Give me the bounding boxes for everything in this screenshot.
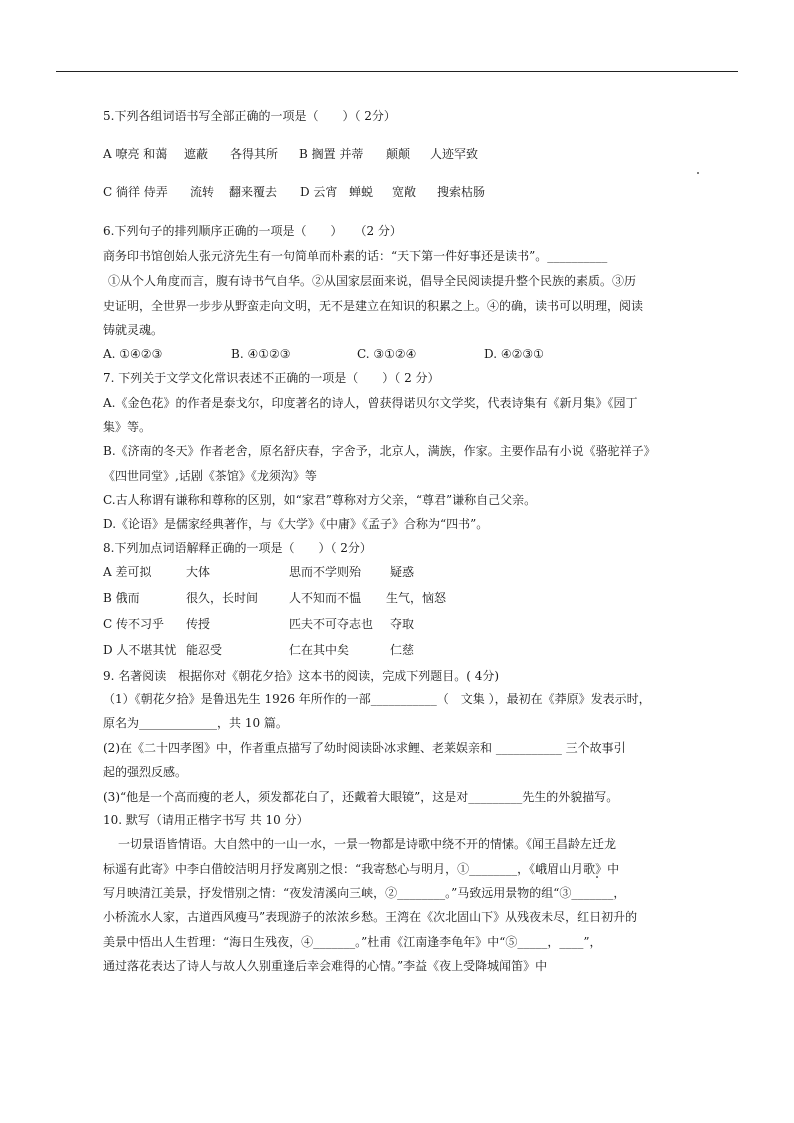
q8-c-meaning: 传授 [186, 617, 211, 631]
q5-option-a1: A 嘹亮 和蔼 [103, 147, 168, 161]
q8-b-gloss: 生气，恼怒 [386, 591, 447, 605]
q8-d-phrase: 仁在其中矣 [289, 643, 350, 657]
q10-line-6: 通过落花表达了诗人与故人久别重逢后幸会难得的心情。”李益《夜上受降城闻笛》中 [103, 959, 548, 973]
q5-option-c2: 流转 [190, 185, 215, 199]
q8-c-phrase: 匹夫不可夺志也 [289, 617, 374, 631]
q8-stem: 8.下列加点词语解释正确的一项是（ ）（ 2分） [103, 541, 372, 555]
q6-passage-line-1: ①从个人角度而言，腹有诗书气自华。②从国家层面来说，倡导全民阅读提升整个民族的素质。③历 [108, 274, 637, 288]
q7-option-c: C.古人称谓有谦称和尊称的区别，如“家君”尊称对方父亲，“尊君”谦称自己父亲。 [103, 493, 537, 507]
q6-stem: 6.下列句子的排列顺序正确的一项是（ ） （2 分） [103, 224, 402, 238]
scan-speck [697, 172, 699, 174]
q8-d-word: D 人不堪其忧 [103, 643, 177, 657]
q8-d-meaning: 能忍受 [186, 643, 223, 657]
q7-option-a-line-1: A.《金色花》的作者是泰戈尔，印度著名的诗人，曾获得诺贝尔文学奖，代表诗集有《新月集》《园丁 [103, 396, 638, 410]
q9-sub2-line-2: 起的强烈反感。 [103, 765, 188, 779]
header-rule [56, 71, 738, 72]
q10-stem: 10. 默写（请用正楷字书写 共 10 分） [103, 813, 309, 827]
q8-b-meaning: 很久，长时间 [186, 591, 259, 605]
q5-stem: 5.下列各组词语书写全部正确的一项是（ ）（ 2分） [103, 109, 396, 123]
q9-stem: 9. 名著阅读 根据你对《朝花夕拾》这本书的阅读，完成下列题目。( 4分) [103, 669, 500, 683]
q5-option-b2: 颠颠 [386, 147, 411, 161]
q5-option-a3: 各得其所 [230, 147, 279, 161]
q6-passage-line-3: 铸就灵魂。 [103, 323, 164, 337]
q10-line-3: 写月映清江美景，抒发惜别之情：“夜发清溪向三峡，②________。”马致远用景物的组“③_______， [103, 886, 626, 900]
q8-c-word: C 传不习乎 [103, 617, 164, 631]
q7-option-b-line-2: 《四世同堂》,话剧《茶馆》《龙须沟》等 [103, 469, 317, 483]
q8-a-gloss: 疑惑 [390, 565, 415, 579]
scan-speck [596, 876, 598, 878]
q10-line-1: 一切景语皆情语。大自然中的一山一水，一景一物都是诗歌中绕不开的情愫。《闻王昌龄左迁龙 [118, 837, 617, 851]
q6-option-b: B. ④①②③ [231, 347, 291, 361]
q7-option-b-line-1: B.《济南的冬天》作者老舍，原名舒庆春，字舍予，北京人，满族，作家。主要作品有小说《骆驼祥子》 [103, 444, 656, 458]
q8-a-meaning: 大体 [186, 565, 211, 579]
q5-option-d2: 蝉蜕 [349, 185, 374, 199]
q7-stem: 7. 下列关于文学文化常识表述不正确的一项是（ ）（ 2 分） [103, 371, 440, 385]
q9-sub3: (3)“他是一个高而瘦的老人，须发都花白了，还戴着大眼镜”，这是对_________先生的外貌描写。 [103, 790, 619, 804]
q8-c-gloss: 夺取 [390, 617, 415, 631]
q5-option-d3: 宽敞 [392, 185, 417, 199]
q6-intro: 商务印书馆创始人张元济先生有一句简单而朴素的话：“天下第一件好事还是读书”。__________ [103, 249, 608, 263]
q8-a-phrase: 思而不学则殆 [289, 565, 362, 579]
q6-option-d: D. ④②③① [484, 347, 544, 361]
q8-b-word: B 俄而 [103, 591, 140, 605]
q8-d-gloss: 仁慈 [390, 643, 415, 657]
q6-option-c: C. ③①②④ [357, 347, 417, 361]
q6-passage-line-2: 史证明，全世界一步步从野蛮走向文明，无不是建立在知识的积累之上。④的确，读书可以明理，阅读 [103, 299, 644, 313]
q9-sub1-line-2: 原名为_____________，共 10 篇。 [103, 716, 288, 730]
q5-option-a2: 遮蔽 [184, 147, 209, 161]
q5-option-c3: 翻来覆去 [229, 185, 278, 199]
q5-option-b3: 人迹罕致 [430, 147, 479, 161]
q7-option-a-line-2: 集》等。 [103, 420, 152, 434]
q5-option-d4: 搜索枯肠 [437, 185, 486, 199]
q10-line-2: 标遥有此寄》中李白借皎洁明月抒发离别之恨：“我寄愁心与明月，①________，《峨眉山月歌》中 [103, 862, 620, 876]
q5-option-b1: B 搁置 并蒂 [299, 147, 364, 161]
q7-option-d: D.《论语》是儒家经典著作，与《大学》《中庸》《孟子》合称为“四书”。 [103, 517, 489, 531]
q6-option-a: A. ①④②③ [103, 347, 163, 361]
q9-sub2-line-1: (2)在《二十四孝图》中，作者重点描写了幼时阅读卧冰求鲤、老莱娱亲和 ___________ 三个故事引 [103, 741, 626, 755]
q10-line-4: 小桥流水人家，古道西风瘦马”表现游子的浓浓乡愁。王湾在《次北固山下》从残夜未尽，红日初升的 [103, 910, 638, 924]
q8-a-word: A 差可拟 [103, 565, 152, 579]
q10-line-5: 美景中悟出人生哲理：“海日生残夜，④_______。”杜甫《江南逢李龟年》中“⑤_____，____”， [103, 935, 602, 949]
q9-sub1-line-1: （1）《朝花夕拾》是鲁迅先生 1926 年所作的一部___________（ 文集 ），最初在《莽原》发表示时， [103, 692, 651, 706]
q5-option-c1: C 徜徉 侍弄 [103, 185, 168, 199]
q8-b-phrase: 人不知而不愠 [289, 591, 362, 605]
q5-option-d1: D 云宵 [300, 185, 338, 199]
